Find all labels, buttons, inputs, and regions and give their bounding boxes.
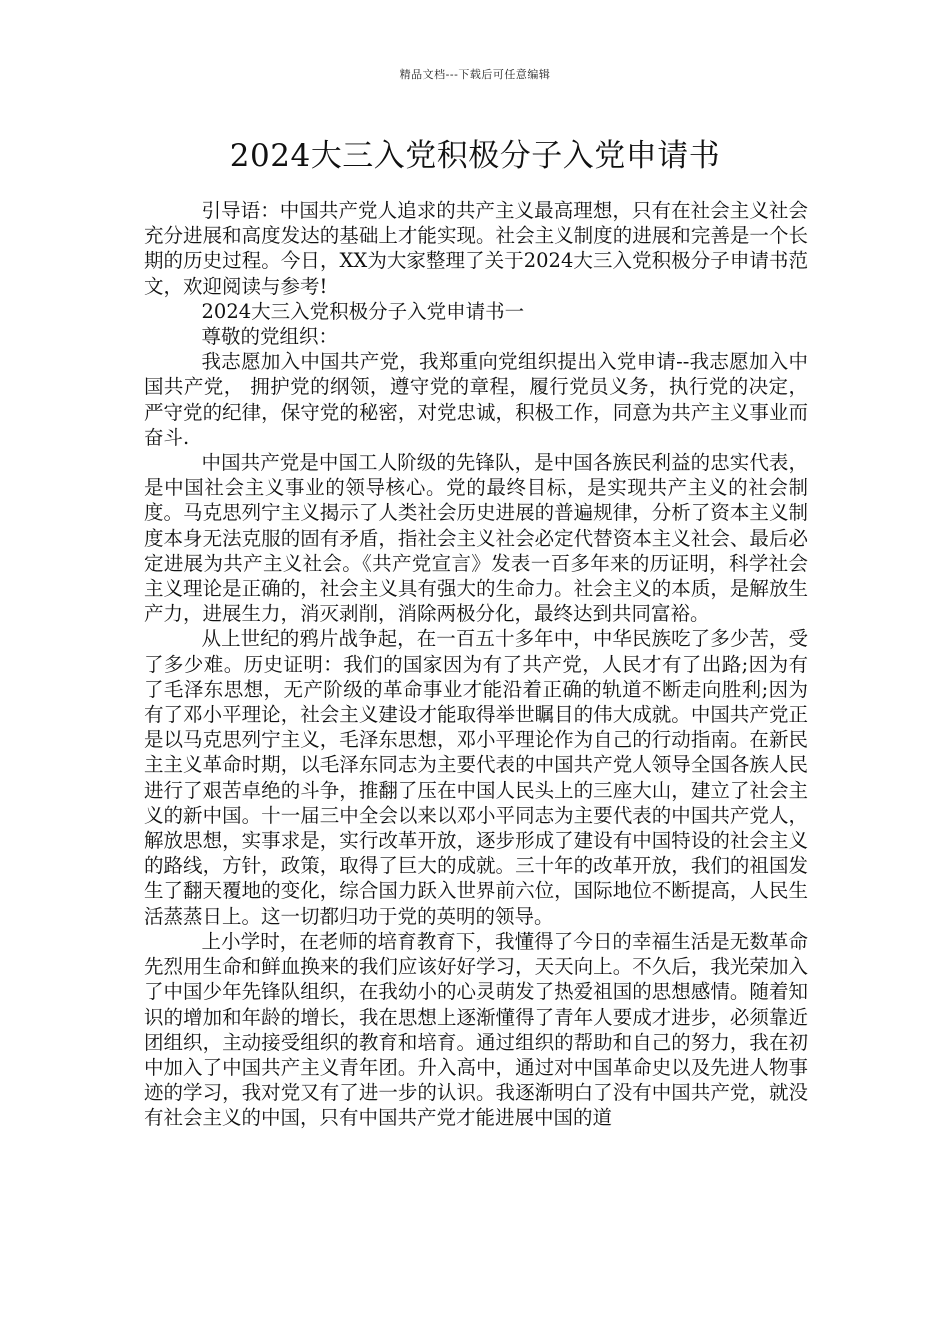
- paragraph-intro: 引导语：中国共产党人追求的共产主义最高理想，只有在社会主义社会充分进展和高度发达的基础上才能实现。社会主义制度的进展和完善是一个长期的历史过程。今日，XX为大家整理了关于2024大三入党积极分子申请书范文，欢迎阅读与参考!: [144, 199, 808, 298]
- paragraph-body: 从上世纪的鸦片战争起，在一百五十多年中，中华民族吃了多少苦，受了多少难。历史证明：我们的国家因为有了共产党，人民才有了出路;因为有了毛泽东思想，无产阶级的革命事业才能沿着正确的轨道不断走向胜利;因为有了邓小平理论，社会主义建设才能取得举世瞩目的伟大成就。中国共产党正是以马克思列宁主义，毛泽东思想，邓小平理论作为自己的行动指南。在新民主主义革命时期，以毛泽东同志为主要代表的中国共产党人领导全国各族人民进行了艰苦卓绝的斗争，推翻了压在中国人民头上的三座大山，建立了社会主义的新中国。十一届三中全会以来以邓小平同志为主要代表的中国共产党人，解放思想，实事求是，实行改革开放，逐步形成了建设有中国特设的社会主义的路线，方针，政策，取得了巨大的成就。三十年的改革开放，我们的祖国发生了翻天覆地的变化，综合国力跃入世界前六位，国际地位不断提高，人民生活蒸蒸日上。这一切都归功于党的英明的领导。: [144, 627, 808, 928]
- document-title: 2024大三入党积极分子入党申请书: [229, 138, 721, 174]
- page-header-note: 精品文档---下载后可任意编辑: [399, 68, 551, 81]
- paragraph-subtitle: 2024大三入党积极分子入党申请书一: [201, 299, 525, 323]
- paragraph-body: 我志愿加入中国共产党，我郑重向党组织提出入党申请--我志愿加入中国共产党， 拥护党的纲领，遵守党的章程，履行党员义务，执行党的决定，严守党的纪律，保守党的秘密，对党忠诚，积极工作，同意为共产主义事业而奋斗.: [144, 350, 808, 449]
- paragraph-body: 中国共产党是中国工人阶级的先锋队，是中国各族民利益的忠实代表，是中国社会主义事业的领导核心。党的最终目标，是实现共产主义的社会制度。马克思列宁主义揭示了人类社会历史进展的普遍规律，分析了资本主义制度本身无法克服的固有矛盾，指社会主义社会必定代替资本主义社会、最后必定进展为共产主义社会。《共产党宣言》发表一百多年来的历证明，科学社会主义理论是正确的，社会主义具有强大的生命力。社会主义的本质，是解放生产力，进展生力，消灭剥削，消除两极分化，最终达到共同富裕。: [144, 451, 808, 626]
- paragraph-body: 上小学时，在老师的培育教育下，我懂得了今日的幸福生活是无数革命先烈用生命和鲜血换来的我们应该好好学习，天天向上。不久后，我光荣加入了中国少年先锋队组织，在我幼小的心灵萌发了热爱祖国的思想感情。随着知识的增加和年龄的增长，我在思想上逐渐懂得了青年人要成才进步，必须靠近团组织，主动接受组织的教育和培育。通过组织的帮助和自己的努力，我在初中加入了中国共产主义青年团。升入高中，通过对中国革命史以及先进人物事迹的学习，我对党又有了进一步的认识。我逐渐明白了没有中国共产党，就没有社会主义的中国，只有中国共产党才能进展中国的道: [144, 929, 808, 1130]
- document-body: [144, 198, 808, 1131]
- paragraph-salutation: 尊敬的党组织：: [201, 325, 339, 349]
